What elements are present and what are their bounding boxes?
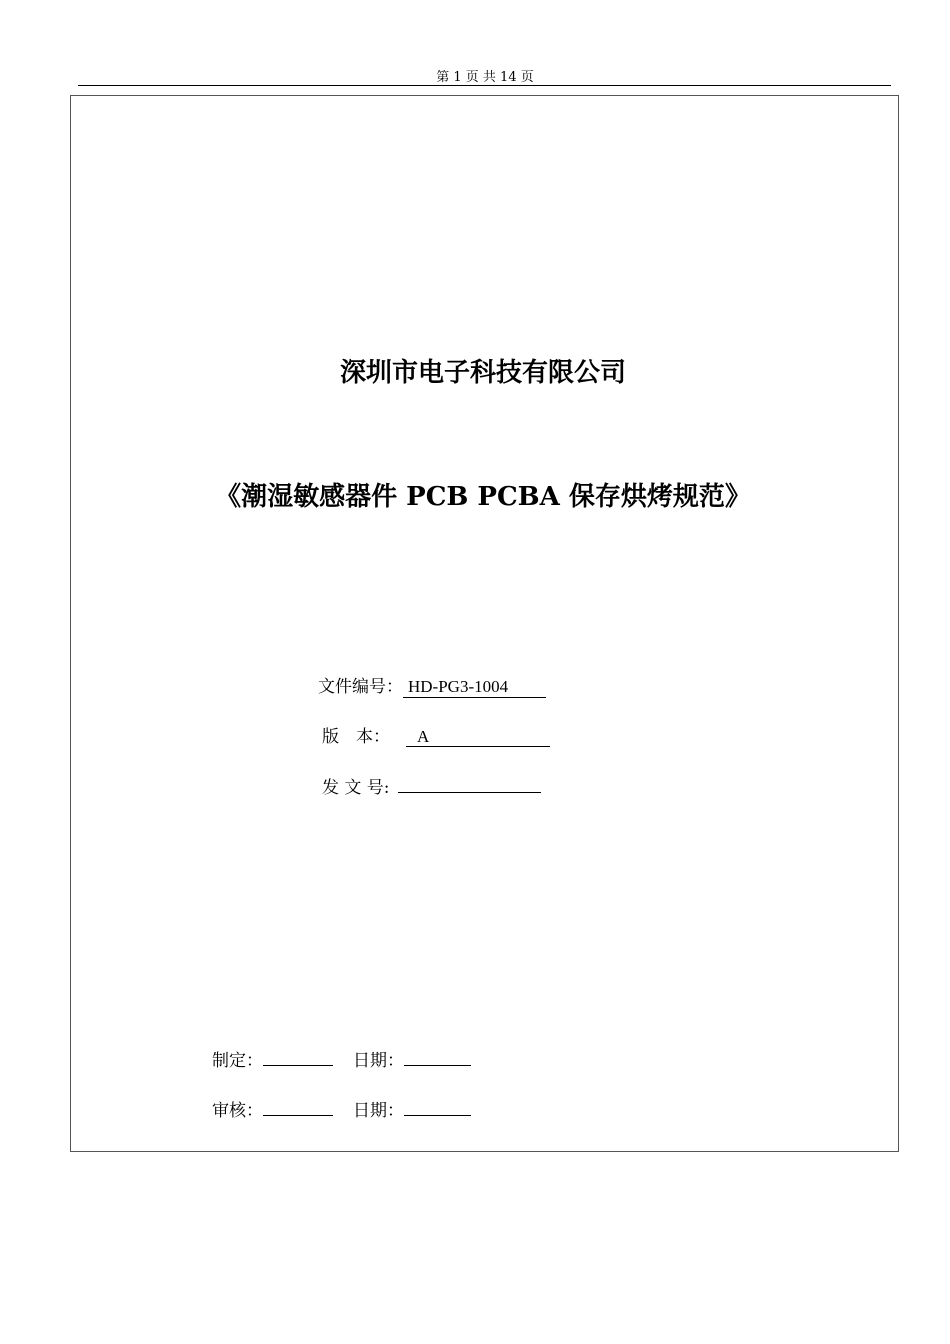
- page-border: [70, 95, 899, 1152]
- document-title: 《潮湿敏感器件 PCB PCBA 保存烘烤规范》: [215, 482, 751, 512]
- header-divider: [78, 85, 891, 86]
- reviewed-date-label: 日期：: [353, 1101, 404, 1121]
- reviewed-date-blank: [404, 1097, 471, 1116]
- reviewed-blank: [263, 1097, 333, 1116]
- prepared-date-label: 日期：: [353, 1051, 404, 1071]
- prepared-date-blank: [404, 1047, 471, 1066]
- page-number-header: 第 1 页 共 14 页: [436, 70, 534, 85]
- version-value: A: [406, 727, 550, 747]
- issue-number-value: [398, 772, 541, 793]
- version-label: 版 本：: [322, 727, 390, 747]
- version-row: [322, 722, 550, 747]
- doc-number-row: [318, 672, 546, 698]
- issue-number-row: [322, 772, 541, 798]
- prepared-label: 制定：: [212, 1051, 263, 1071]
- reviewed-label: 审核：: [212, 1101, 263, 1121]
- reviewed-row: [212, 1096, 471, 1121]
- prepared-row: [212, 1046, 471, 1071]
- prepared-blank: [263, 1047, 333, 1066]
- doc-number-value: HD-PG3-1004: [403, 677, 546, 698]
- issue-number-label: 发 文 号:: [322, 778, 390, 798]
- doc-number-label: 文件编号：: [318, 677, 403, 697]
- company-name: 深圳市电子科技有限公司: [339, 358, 626, 388]
